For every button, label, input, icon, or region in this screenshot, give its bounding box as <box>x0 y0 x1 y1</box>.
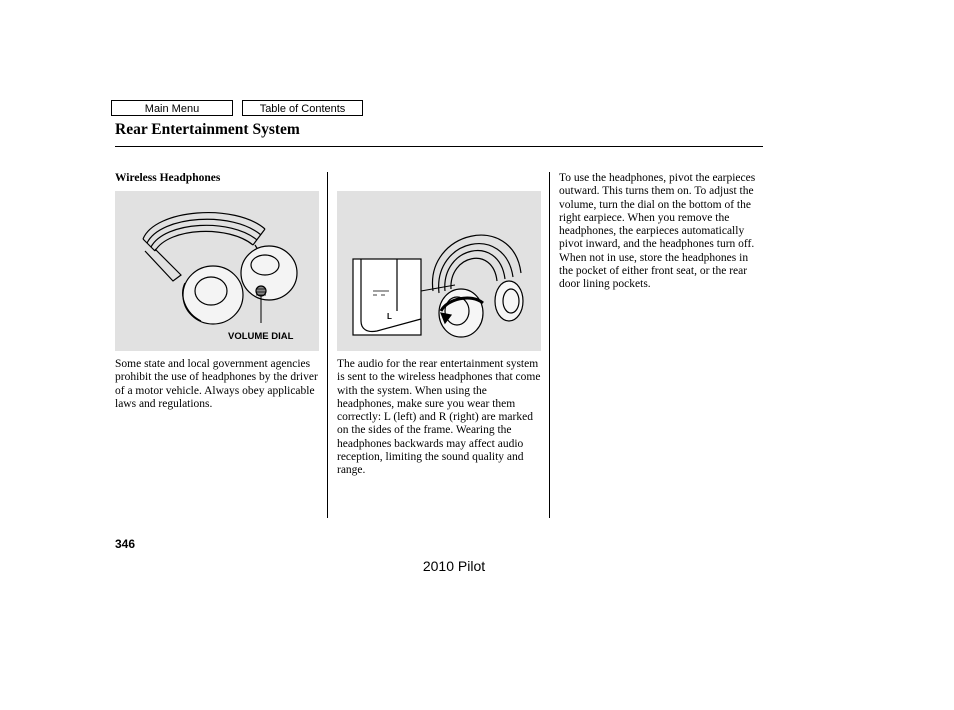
headphones-orientation-illustration <box>337 191 541 351</box>
section-heading: Wireless Headphones <box>115 172 221 184</box>
safety-paragraph: Some state and local government agencies prohibit the use of headphones by the driver of a motor vehicle. Always obey applicable laws and regulations. <box>115 358 318 410</box>
page-title: Rear Entertainment System <box>115 121 300 138</box>
usage-paragraph: To use the headphones, pivot the earpieces outward. This turns them on. To adjust the volume, turn the dial on the bottom of the right earpiece. When you remove the headphones, the earpieces automatically pivot inward, and the headphones turn off. When not in use, store the headphones in the pocket of either front seat, or the rear door lining pockets. <box>559 172 756 291</box>
table-of-contents-button[interactable]: Table of Contents <box>242 100 363 116</box>
column-divider-1 <box>327 172 328 518</box>
audio-paragraph: The audio for the rear entertainment system is sent to the wireless headphones that come with the system. When using the headphones, make sure you wear them correctly: L (left) and R (right) are marked on the sides of the frame. Wearing the headphones backwards may affect audio reception, limiting the sound quality and range. <box>337 358 541 477</box>
page-number: 346 <box>115 537 136 551</box>
volume-dial-label: VOLUME DIAL <box>228 331 294 342</box>
headphones-drawing <box>115 191 319 351</box>
main-menu-button[interactable]: Main Menu <box>111 100 233 116</box>
headphones-orientation-drawing <box>337 191 541 351</box>
headphones-illustration <box>115 191 319 351</box>
column-divider-2 <box>549 172 550 518</box>
document-footer: 2010 Pilot <box>422 558 486 574</box>
title-divider <box>115 146 763 147</box>
left-earpiece-marking: L <box>387 312 392 321</box>
